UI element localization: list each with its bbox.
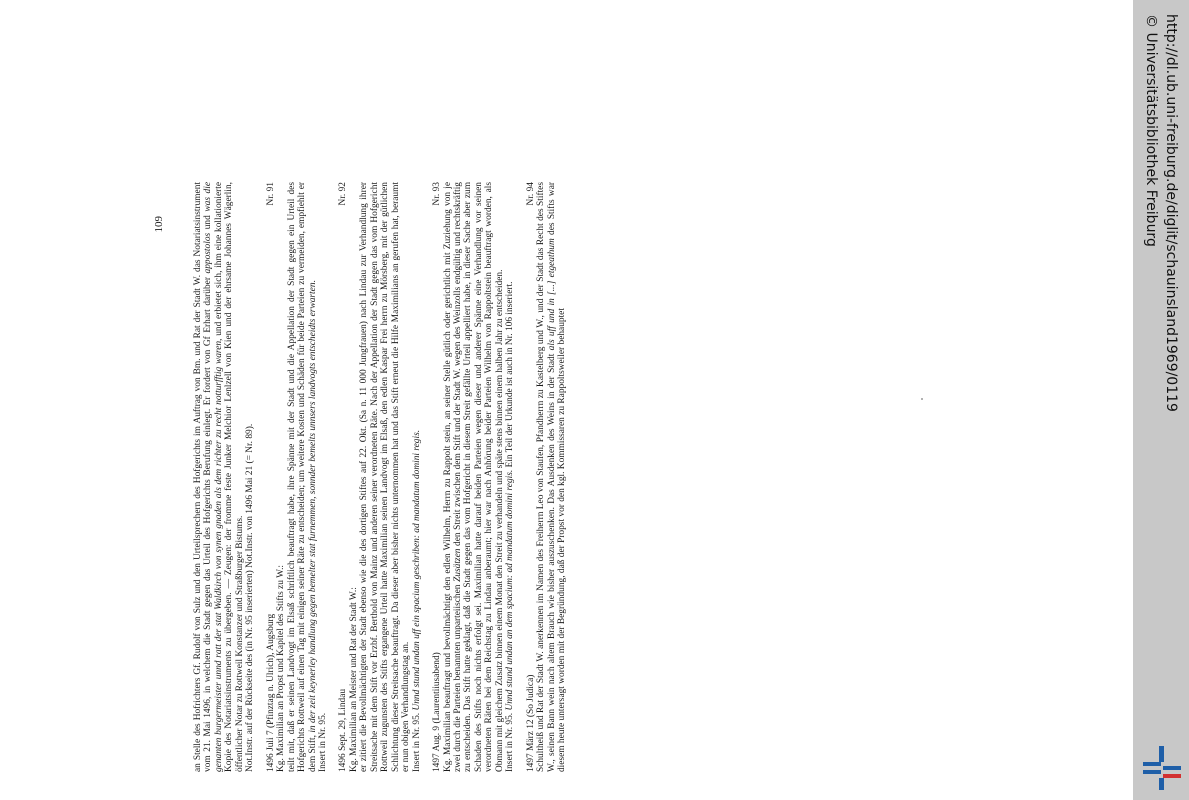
page-text [153,182,905,772]
text-paragraph: teilt mit, daß er seinen Landvogt im Elsaß schriftlich beauftragt habe, ihre Spänne mit der Stadt und die Appellation der Stadt gegen ein Urteil des Hofgerichts Rottweil auf einen Tag mit einigen seiner Räte zu entscheiden; um weitere Kosten und Schäden für beide Parteien zu vermeiden, empfiehlt er dem Stift, in der zeit keynerley handlung gegen bemelter stat furnemmen, sonnder bemelts unnsers landvogts entscheidts erwarten. [286,182,318,772]
ub-freiburg-logo-icon[interactable] [1139,744,1183,792]
text-paragraph: Insert in Nr. 95. Unnd stund undan uff ein spacium geschriben: ad mandatum domini regis. [411,429,422,772]
sidebar [1133,0,1189,800]
entry-date: 1496 Sept. 29, Lindau [338,688,349,772]
page-number: 109 [153,216,165,233]
text-paragraph: an Stelle des Hofrichters Gf. Rudolf von Sulz und den Urteilsprechern des Hofgerichts im Auftrag von Bm. und Rat der Stadt W. das Notariatsinstrument vom 21. Mai 1496, in welchem die Stadt gegen das Urteil des Hofgerichts Berufung einlegt. Er fordert von Gf Erhart darüber appostolos und was die genanten burgermeister unnd ratt der stat Waldkirch von synen gnaden als dem richter zu recht notturfftig waren, und erbietet sich, ihm eine kollationierte Kopie des Notariatsinstruments zu übergeben. — Zeugen: der fromme feste Junker Melchior Lenlzell von Kien und der ehrsame Johannes Wägerlin, öffentlicher Notar zu Rottweil Konstanzer und Straßburger Bistums. [193,182,245,772]
text-paragraph: Insert in Nr. 95. [317,712,328,772]
text-paragraph: Kg. Maximilian an Meister und Rat der Stadt W.: [348,587,359,772]
text-paragraph: Kg. Maximilian beauftragt und bevollmächtigt den edlen Wilhelm, Herrn zu Rappolt stein, an seiner Stelle gütlich oder gerichtlich mit Zuziehung von je zwei durch die Parteien benannten unparteiischen Zusätzen den Streit zwischen dem Stift und der Stadt W. wegen des Weinzolls endgültig und rechtskräftig zu entscheiden. Das Stift hatte geklagt, daß die Stadt gegen das vom Hofgericht in diesem Streit gefällte Urteil appelliert habe, in dieser Sache aber zum Schaden des Stifts noch nichts erfolgt sei. Maximilian hatte darauf beiden Parteien wegen dieser und anderer Spänne eine Verhandlung vor seinen verordneten Räten bei dem Reichstag zu Lindau anberaumt; hier war nach Anhörung beider Parteien Wilhelm von Rappoltstein beauftragt worden, als Obmann mit gleichem Zusatz binnen einem Monat den Streit zu verhandeln und späte stens binnen einem halben Jahr zu entscheiden. [442,182,505,772]
entry-number: Nr. 94 [525,182,536,206]
entry-header [432,182,442,772]
sidebar-text [1133,0,1189,800]
entry-number: Nr. 93 [432,182,443,206]
entry-date: 1496 Juli 7 (Pfinztag n. Ulrich), Augsburg [265,613,276,772]
entry-date: 1497 März 12 (So Judica) [525,674,536,772]
text-paragraph: Insert in Nr. 95. Unnd stund undan an dem spacium: ad mandatum domini regis. Ein Teil der Urkunde ist auch in Nr. 106 inseriert. [505,281,516,772]
copyright-notice: © Universitätsbibliothek Freiburg [1143,14,1159,247]
entry-number: Nr. 91 [265,182,276,206]
entry-number: Nr. 92 [338,182,349,206]
entry-header [526,182,536,772]
text-paragraph: Schultheiß und Rat der Stadt W. anerkennen im Namen des Freiherrn Leo von Staufen, Pfandherrn zu Kastelberg und W., und der Stadt das Recht des Stiftes W., seinen Bann wein nach altem Brauch wie bisher auszuschenken. Das Ausdenken des Weins in der Stadt als uff und in [...] etgeathum des Stifts war diesem heute untersagt worden mit der Begründung, daß der Propst vor den kgl. Kommissaren zu Rappoltsweiler behauptet [536,182,568,772]
text-paragraph: er zitiert die Bevollmächtigten der Stadt ebenso wie die des dortigen Stiftes auf 22. Okt. (Sa n. 11 000 Jungfrauen) nach Lindau zur Verhandlung ihrer Streitsache mit dem Stift vor Erzbf. Berthold von Mainz und anderen seiner verordneten Räte. Nach der Appellation der Stadt gegen das vom Hofgericht Rottweil zugunsten des Stifts ergangene Urteil hatte Maximilian seinen Landvogt im Elsaß, den edlen Kaspar Frei herrn zu Mörsberg, mit der gütlichen Schlichtung dieser Streitsache beauftragt. Da dieser aber bisher nichts unternommen hat und das Stift erneut die Hilfe Maximilians an gerufen hat, beraumt er nun obigen Verhandlungstag an. [359,182,412,772]
scan-speck [921,398,923,400]
text-paragraph: Kg. Maximilian an Propst und Kapitel des Stifts zu W.: [276,564,287,772]
entry-header [266,182,276,772]
entry-header [338,182,348,772]
entry-date: 1497 Aug. 9 (Laurentiiusabend) [432,652,443,772]
text-paragraph: Not.Instr. auf der Rückseite des (in Nr. 95 inserierten) Not.Instr. von 1496 Mai 21 (= Nr. 89). [245,423,256,772]
source-url[interactable]: http://dl.ub.uni-freiburg.de/diglit/schauinsland1969/0119 [1163,14,1179,412]
